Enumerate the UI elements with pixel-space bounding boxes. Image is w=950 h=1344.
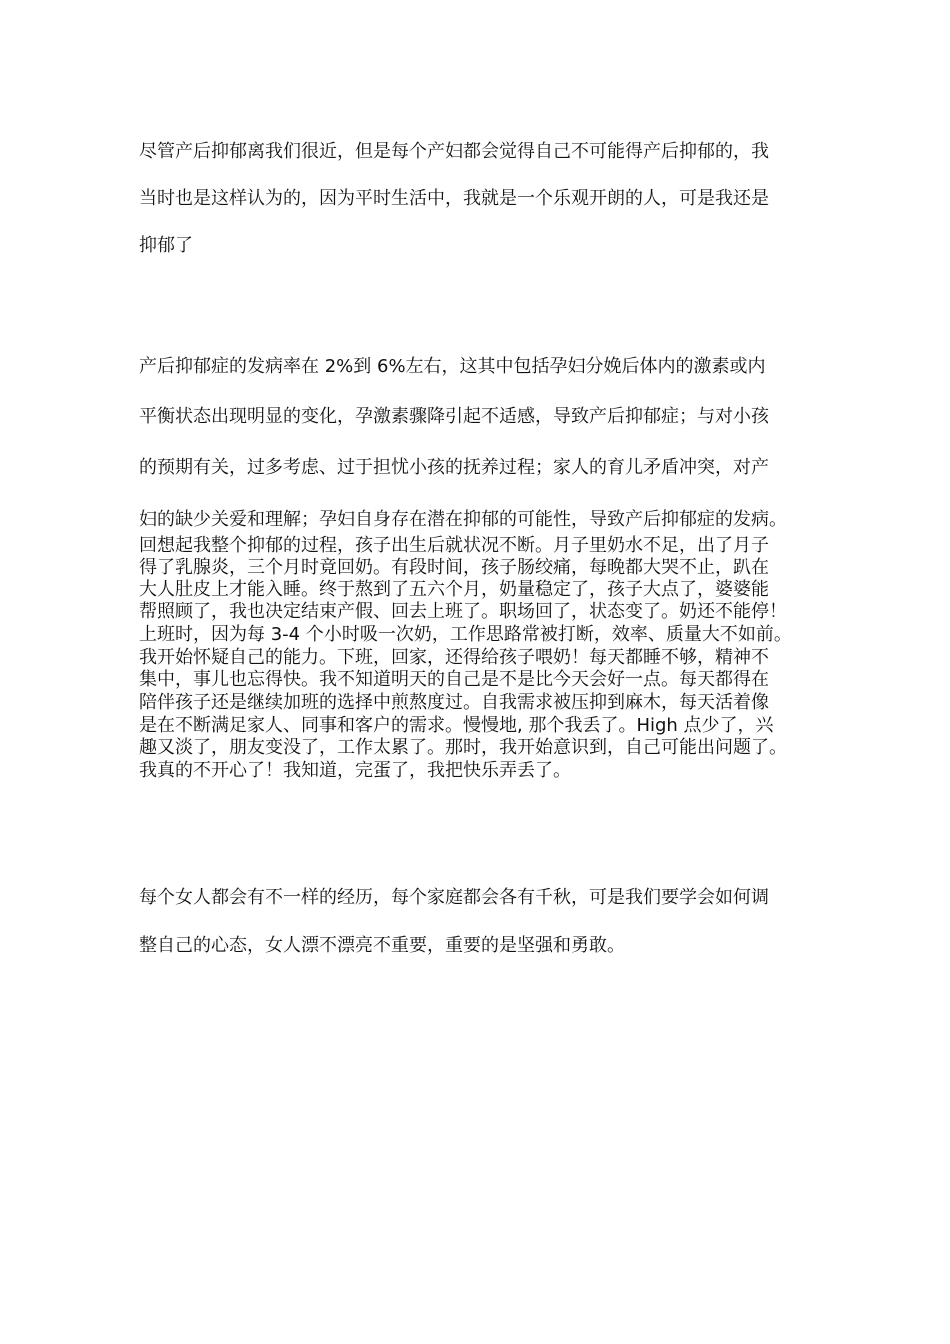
paragraph-line: 整自己的心态，女人漂不漂亮不重要，重要的是坚强和勇敢。 — [139, 935, 625, 956]
paragraph-line: 每个女人都会有不一样的经历，每个家庭都会各有千秋，可是我们要学会如何调 — [139, 887, 769, 908]
paragraph-line: 平衡状态出现明显的变化，孕激素骤降引起不适感，导致产后抑郁症；与对小孩 — [139, 406, 769, 427]
paragraph-line: 我真的不开心了！我知道，完蛋了，我把快乐弄丢了。 — [139, 760, 571, 781]
paragraph-line: 抑郁了 — [139, 235, 193, 256]
paragraph-line: 当时也是这样认为的，因为平时生活中，我就是一个乐观开朗的人，可是我还是 — [139, 188, 769, 209]
paragraph-line: 妇的缺少关爱和理解；孕妇自身存在潜在抑郁的可能性，导致产后抑郁症的发病。 — [139, 509, 787, 530]
paragraph-line: 趣又淡了，朋友变没了，工作太累了。那时，我开始意识到，自己可能出问题了。 — [139, 737, 787, 758]
paragraph-line: 我开始怀疑自己的能力。下班，回家，还得给孩子喂奶！每天都睡不够，精神不 — [139, 647, 769, 668]
paragraph-line: 陪伴孩子还是继续加班的选择中煎熬度过。自我需求被压抑到麻木，每天活着像 — [139, 692, 769, 713]
paragraph-line: 上班时，因为每 3-4 个小时吸一次奶，工作思路常被打断，效率、质量大不如前。 — [139, 624, 792, 645]
paragraph-line: 集中，事儿也忘得快。我不知道明天的自己是不是比今天会好一点。每天都得在 — [139, 669, 769, 690]
paragraph-line: 回想起我整个抑郁的过程，孩子出生后就状况不断。月子里奶水不足，出了月子 — [139, 535, 769, 556]
paragraph-line: 的预期有关，过多考虑、过于担忧小孩的抚养过程；家人的育儿矛盾冲突，对产 — [139, 457, 769, 478]
paragraph-line: 是在不断满足家人、同事和客户的需求。慢慢地, 那个我丢了。High 点少了，兴 — [139, 715, 774, 736]
paragraph-line: 得了乳腺炎，三个月时竟回奶。有段时间，孩子肠绞痛，每晚都大哭不止，趴在 — [139, 557, 769, 578]
paragraph-line: 大人肚皮上才能入睡。终于熬到了五六个月，奶量稳定了，孩子大点了，婆婆能 — [139, 579, 769, 600]
paragraph-line: 帮照顾了，我也决定结束产假、回去上班了。职场回了，状态变了。奶还不能停！ — [139, 601, 787, 622]
paragraph-line: 产后抑郁症的发病率在 2%到 6%左右，这其中包括孕妇分娩后体内的激素或内 — [139, 356, 766, 377]
paragraph-line: 尽管产后抑郁离我们很近，但是每个产妇都会觉得自己不可能得产后抑郁的，我 — [139, 141, 769, 162]
